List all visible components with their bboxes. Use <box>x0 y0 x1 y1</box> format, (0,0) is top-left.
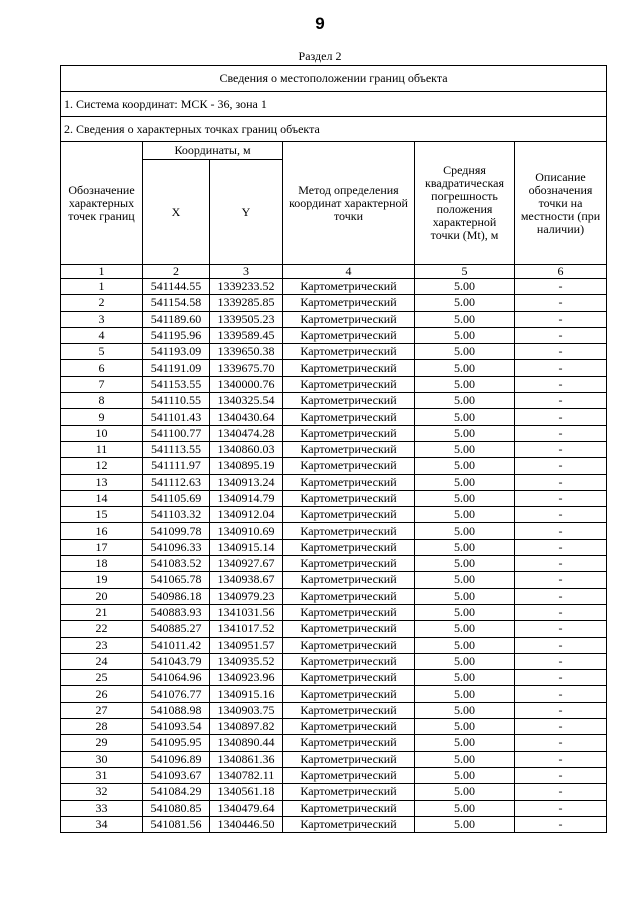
point-number: 28 <box>61 719 143 735</box>
method: Картометрический <box>283 360 415 376</box>
method: Картометрический <box>283 556 415 572</box>
point-number: 30 <box>61 751 143 767</box>
y-coordinate: 1340912.04 <box>210 507 283 523</box>
table-row <box>61 474 607 490</box>
method: Картометрический <box>283 653 415 669</box>
point-number: 14 <box>61 490 143 506</box>
table-row <box>61 556 607 572</box>
point-number: 20 <box>61 588 143 604</box>
point-number: 29 <box>61 735 143 751</box>
error-value: 5.00 <box>415 376 515 392</box>
table-row <box>61 686 607 702</box>
table-row <box>61 441 607 457</box>
x-coordinate: 541191.09 <box>143 360 210 376</box>
error-value: 5.00 <box>415 556 515 572</box>
x-coordinate: 541088.98 <box>143 702 210 718</box>
x-coordinate: 541065.78 <box>143 572 210 588</box>
method: Картометрический <box>283 409 415 425</box>
y-coordinate: 1340561.18 <box>210 784 283 800</box>
description: - <box>515 441 607 457</box>
y-coordinate: 1339650.38 <box>210 344 283 360</box>
x-coordinate: 541076.77 <box>143 686 210 702</box>
description: - <box>515 816 607 832</box>
table-row <box>61 327 607 343</box>
table-row <box>61 279 607 295</box>
table-row <box>61 653 607 669</box>
table-row <box>61 588 607 604</box>
table-row <box>61 311 607 327</box>
table-row <box>61 425 607 441</box>
point-number: 31 <box>61 767 143 783</box>
method: Картометрический <box>283 279 415 295</box>
y-coordinate: 1340915.14 <box>210 539 283 555</box>
y-coordinate: 1340923.96 <box>210 670 283 686</box>
method: Картометрический <box>283 572 415 588</box>
y-coordinate: 1340861.36 <box>210 751 283 767</box>
column-number: 2 <box>143 265 210 279</box>
table-body <box>61 279 607 833</box>
y-coordinate: 1340430.64 <box>210 409 283 425</box>
page-number: 9 <box>315 14 325 33</box>
error-value: 5.00 <box>415 751 515 767</box>
y-coordinate: 1340951.57 <box>210 637 283 653</box>
method: Картометрический <box>283 311 415 327</box>
x-coordinate: 541154.58 <box>143 295 210 311</box>
description: - <box>515 784 607 800</box>
point-number: 5 <box>61 344 143 360</box>
description: - <box>515 670 607 686</box>
header-designation: Обозначение характерных точек границ <box>61 142 143 265</box>
table-row <box>61 637 607 653</box>
table-row <box>61 458 607 474</box>
x-coordinate: 541113.55 <box>143 441 210 457</box>
method: Картометрический <box>283 784 415 800</box>
description: - <box>515 376 607 392</box>
description: - <box>515 295 607 311</box>
error-value: 5.00 <box>415 425 515 441</box>
column-number: 1 <box>61 265 143 279</box>
point-number: 34 <box>61 816 143 832</box>
error-value: 5.00 <box>415 621 515 637</box>
x-coordinate: 540885.27 <box>143 621 210 637</box>
error-value: 5.00 <box>415 719 515 735</box>
point-number: 24 <box>61 653 143 669</box>
x-coordinate: 541080.85 <box>143 800 210 816</box>
method: Картометрический <box>283 604 415 620</box>
method: Картометрический <box>283 800 415 816</box>
table-row <box>61 702 607 718</box>
table-row <box>61 784 607 800</box>
coordinate-system: 1. Система координат: МСК - 36, зона 1 <box>61 92 607 117</box>
x-coordinate: 541112.63 <box>143 474 210 490</box>
table-row <box>61 539 607 555</box>
y-coordinate: 1340860.03 <box>210 441 283 457</box>
header-coordinates: Координаты, м <box>143 142 283 160</box>
description: - <box>515 279 607 295</box>
description: - <box>515 539 607 555</box>
description: - <box>515 621 607 637</box>
point-number: 26 <box>61 686 143 702</box>
y-coordinate: 1339675.70 <box>210 360 283 376</box>
error-value: 5.00 <box>415 653 515 669</box>
y-coordinate: 1341031.56 <box>210 604 283 620</box>
y-coordinate: 1340915.16 <box>210 686 283 702</box>
point-number: 2 <box>61 295 143 311</box>
x-coordinate: 541144.55 <box>143 279 210 295</box>
y-coordinate: 1340000.76 <box>210 376 283 392</box>
y-coordinate: 1340914.79 <box>210 490 283 506</box>
y-coordinate: 1339505.23 <box>210 311 283 327</box>
table-row <box>61 751 607 767</box>
method: Картометрический <box>283 588 415 604</box>
table-row <box>61 344 607 360</box>
point-number: 8 <box>61 393 143 409</box>
description: - <box>515 637 607 653</box>
description: - <box>515 702 607 718</box>
x-coordinate: 541093.67 <box>143 767 210 783</box>
description: - <box>515 474 607 490</box>
x-coordinate: 541153.55 <box>143 376 210 392</box>
table-row <box>61 376 607 392</box>
error-value: 5.00 <box>415 295 515 311</box>
method: Картометрический <box>283 376 415 392</box>
error-value: 5.00 <box>415 784 515 800</box>
point-number: 32 <box>61 784 143 800</box>
table-row <box>61 604 607 620</box>
point-number: 9 <box>61 409 143 425</box>
y-coordinate: 1340927.67 <box>210 556 283 572</box>
x-coordinate: 541096.33 <box>143 539 210 555</box>
method: Картометрический <box>283 474 415 490</box>
table-row <box>61 490 607 506</box>
table-row <box>61 572 607 588</box>
error-value: 5.00 <box>415 327 515 343</box>
x-coordinate: 541084.29 <box>143 784 210 800</box>
point-number: 12 <box>61 458 143 474</box>
description: - <box>515 719 607 735</box>
error-value: 5.00 <box>415 767 515 783</box>
description: - <box>515 409 607 425</box>
x-coordinate: 541011.42 <box>143 637 210 653</box>
description: - <box>515 507 607 523</box>
point-number: 33 <box>61 800 143 816</box>
table-row <box>61 670 607 686</box>
x-coordinate: 541110.55 <box>143 393 210 409</box>
method: Картометрический <box>283 621 415 637</box>
method: Картометрический <box>283 523 415 539</box>
point-number: 18 <box>61 556 143 572</box>
point-number: 15 <box>61 507 143 523</box>
x-coordinate: 541103.32 <box>143 507 210 523</box>
description: - <box>515 767 607 783</box>
description: - <box>515 588 607 604</box>
description: - <box>515 686 607 702</box>
y-coordinate: 1340903.75 <box>210 702 283 718</box>
x-coordinate: 541096.89 <box>143 751 210 767</box>
point-number: 1 <box>61 279 143 295</box>
error-value: 5.00 <box>415 311 515 327</box>
point-number: 22 <box>61 621 143 637</box>
error-value: 5.00 <box>415 490 515 506</box>
method: Картометрический <box>283 751 415 767</box>
table-row <box>61 523 607 539</box>
error-value: 5.00 <box>415 800 515 816</box>
method: Картометрический <box>283 539 415 555</box>
method: Картометрический <box>283 327 415 343</box>
point-number: 3 <box>61 311 143 327</box>
y-coordinate: 1339233.52 <box>210 279 283 295</box>
description: - <box>515 556 607 572</box>
table-row <box>61 816 607 832</box>
column-number: 6 <box>515 265 607 279</box>
point-number: 6 <box>61 360 143 376</box>
error-value: 5.00 <box>415 816 515 832</box>
y-coordinate: 1340979.23 <box>210 588 283 604</box>
y-coordinate: 1339285.85 <box>210 295 283 311</box>
description: - <box>515 735 607 751</box>
description: - <box>515 458 607 474</box>
table-row <box>61 295 607 311</box>
point-number: 27 <box>61 702 143 718</box>
error-value: 5.00 <box>415 360 515 376</box>
table-row <box>61 507 607 523</box>
method: Картометрический <box>283 393 415 409</box>
method: Картометрический <box>283 344 415 360</box>
error-value: 5.00 <box>415 735 515 751</box>
table-row <box>61 393 607 409</box>
x-coordinate: 541064.96 <box>143 670 210 686</box>
error-value: 5.00 <box>415 572 515 588</box>
error-value: 5.00 <box>415 441 515 457</box>
method: Картометрический <box>283 767 415 783</box>
method: Картометрический <box>283 425 415 441</box>
x-coordinate: 541101.43 <box>143 409 210 425</box>
description: - <box>515 751 607 767</box>
y-coordinate: 1340910.69 <box>210 523 283 539</box>
table-row <box>61 409 607 425</box>
error-value: 5.00 <box>415 702 515 718</box>
description: - <box>515 311 607 327</box>
header-error: Средняя квадратическая погрешность положения характерной точки (Mt), м <box>415 142 515 265</box>
method: Картометрический <box>283 490 415 506</box>
table-row <box>61 621 607 637</box>
error-value: 5.00 <box>415 344 515 360</box>
y-coordinate: 1340479.64 <box>210 800 283 816</box>
table-row <box>61 767 607 783</box>
y-coordinate: 1340895.19 <box>210 458 283 474</box>
x-coordinate: 540986.18 <box>143 588 210 604</box>
x-coordinate: 541095.95 <box>143 735 210 751</box>
x-coordinate: 541043.79 <box>143 653 210 669</box>
table-row <box>61 719 607 735</box>
error-value: 5.00 <box>415 409 515 425</box>
error-value: 5.00 <box>415 686 515 702</box>
point-number: 4 <box>61 327 143 343</box>
point-number: 25 <box>61 670 143 686</box>
method: Картометрический <box>283 507 415 523</box>
x-coordinate: 541083.52 <box>143 556 210 572</box>
method: Картометрический <box>283 295 415 311</box>
header-method: Метод определения координат характерной точки <box>283 142 415 265</box>
table-title: Сведения о местоположении границ объекта <box>61 66 607 92</box>
y-coordinate: 1340890.44 <box>210 735 283 751</box>
x-coordinate: 541111.97 <box>143 458 210 474</box>
description: - <box>515 490 607 506</box>
description: - <box>515 344 607 360</box>
point-number: 23 <box>61 637 143 653</box>
error-value: 5.00 <box>415 523 515 539</box>
description: - <box>515 327 607 343</box>
x-coordinate: 541105.69 <box>143 490 210 506</box>
description: - <box>515 523 607 539</box>
description: - <box>515 653 607 669</box>
point-number: 11 <box>61 441 143 457</box>
point-number: 16 <box>61 523 143 539</box>
y-coordinate: 1340474.28 <box>210 425 283 441</box>
y-coordinate: 1339589.45 <box>210 327 283 343</box>
x-coordinate: 541193.09 <box>143 344 210 360</box>
table-row <box>61 360 607 376</box>
y-coordinate: 1340913.24 <box>210 474 283 490</box>
description: - <box>515 360 607 376</box>
y-coordinate: 1340782.11 <box>210 767 283 783</box>
method: Картометрический <box>283 670 415 686</box>
y-coordinate: 1340325.54 <box>210 393 283 409</box>
method: Картометрический <box>283 719 415 735</box>
y-coordinate: 1340446.50 <box>210 816 283 832</box>
column-number: 3 <box>210 265 283 279</box>
error-value: 5.00 <box>415 279 515 295</box>
y-coordinate: 1340938.67 <box>210 572 283 588</box>
point-number: 10 <box>61 425 143 441</box>
x-coordinate: 541081.56 <box>143 816 210 832</box>
error-value: 5.00 <box>415 637 515 653</box>
error-value: 5.00 <box>415 458 515 474</box>
error-value: 5.00 <box>415 604 515 620</box>
boundary-points-table <box>60 65 607 833</box>
description: - <box>515 604 607 620</box>
method: Картометрический <box>283 735 415 751</box>
description: - <box>515 572 607 588</box>
description: - <box>515 393 607 409</box>
points-section-title: 2. Сведения о характерных точках границ объекта <box>61 117 607 142</box>
x-coordinate: 541099.78 <box>143 523 210 539</box>
header-x: X <box>143 160 210 265</box>
table-row <box>61 735 607 751</box>
description: - <box>515 425 607 441</box>
error-value: 5.00 <box>415 539 515 555</box>
x-coordinate: 540883.93 <box>143 604 210 620</box>
point-number: 17 <box>61 539 143 555</box>
header-y: Y <box>210 160 283 265</box>
x-coordinate: 541100.77 <box>143 425 210 441</box>
header-description: Описание обозначения точки на местности (при наличии) <box>515 142 607 265</box>
method: Картометрический <box>283 686 415 702</box>
error-value: 5.00 <box>415 670 515 686</box>
error-value: 5.00 <box>415 393 515 409</box>
error-value: 5.00 <box>415 507 515 523</box>
section-title: Раздел 2 <box>298 49 342 63</box>
method: Картометрический <box>283 702 415 718</box>
method: Картометрический <box>283 441 415 457</box>
error-value: 5.00 <box>415 474 515 490</box>
x-coordinate: 541195.96 <box>143 327 210 343</box>
point-number: 21 <box>61 604 143 620</box>
y-coordinate: 1340935.52 <box>210 653 283 669</box>
point-number: 19 <box>61 572 143 588</box>
method: Картометрический <box>283 637 415 653</box>
y-coordinate: 1340897.82 <box>210 719 283 735</box>
table-row <box>61 800 607 816</box>
description: - <box>515 800 607 816</box>
column-number: 5 <box>415 265 515 279</box>
method: Картометрический <box>283 458 415 474</box>
x-coordinate: 541189.60 <box>143 311 210 327</box>
method: Картометрический <box>283 816 415 832</box>
y-coordinate: 1341017.52 <box>210 621 283 637</box>
column-number: 4 <box>283 265 415 279</box>
x-coordinate: 541093.54 <box>143 719 210 735</box>
point-number: 13 <box>61 474 143 490</box>
point-number: 7 <box>61 376 143 392</box>
error-value: 5.00 <box>415 588 515 604</box>
